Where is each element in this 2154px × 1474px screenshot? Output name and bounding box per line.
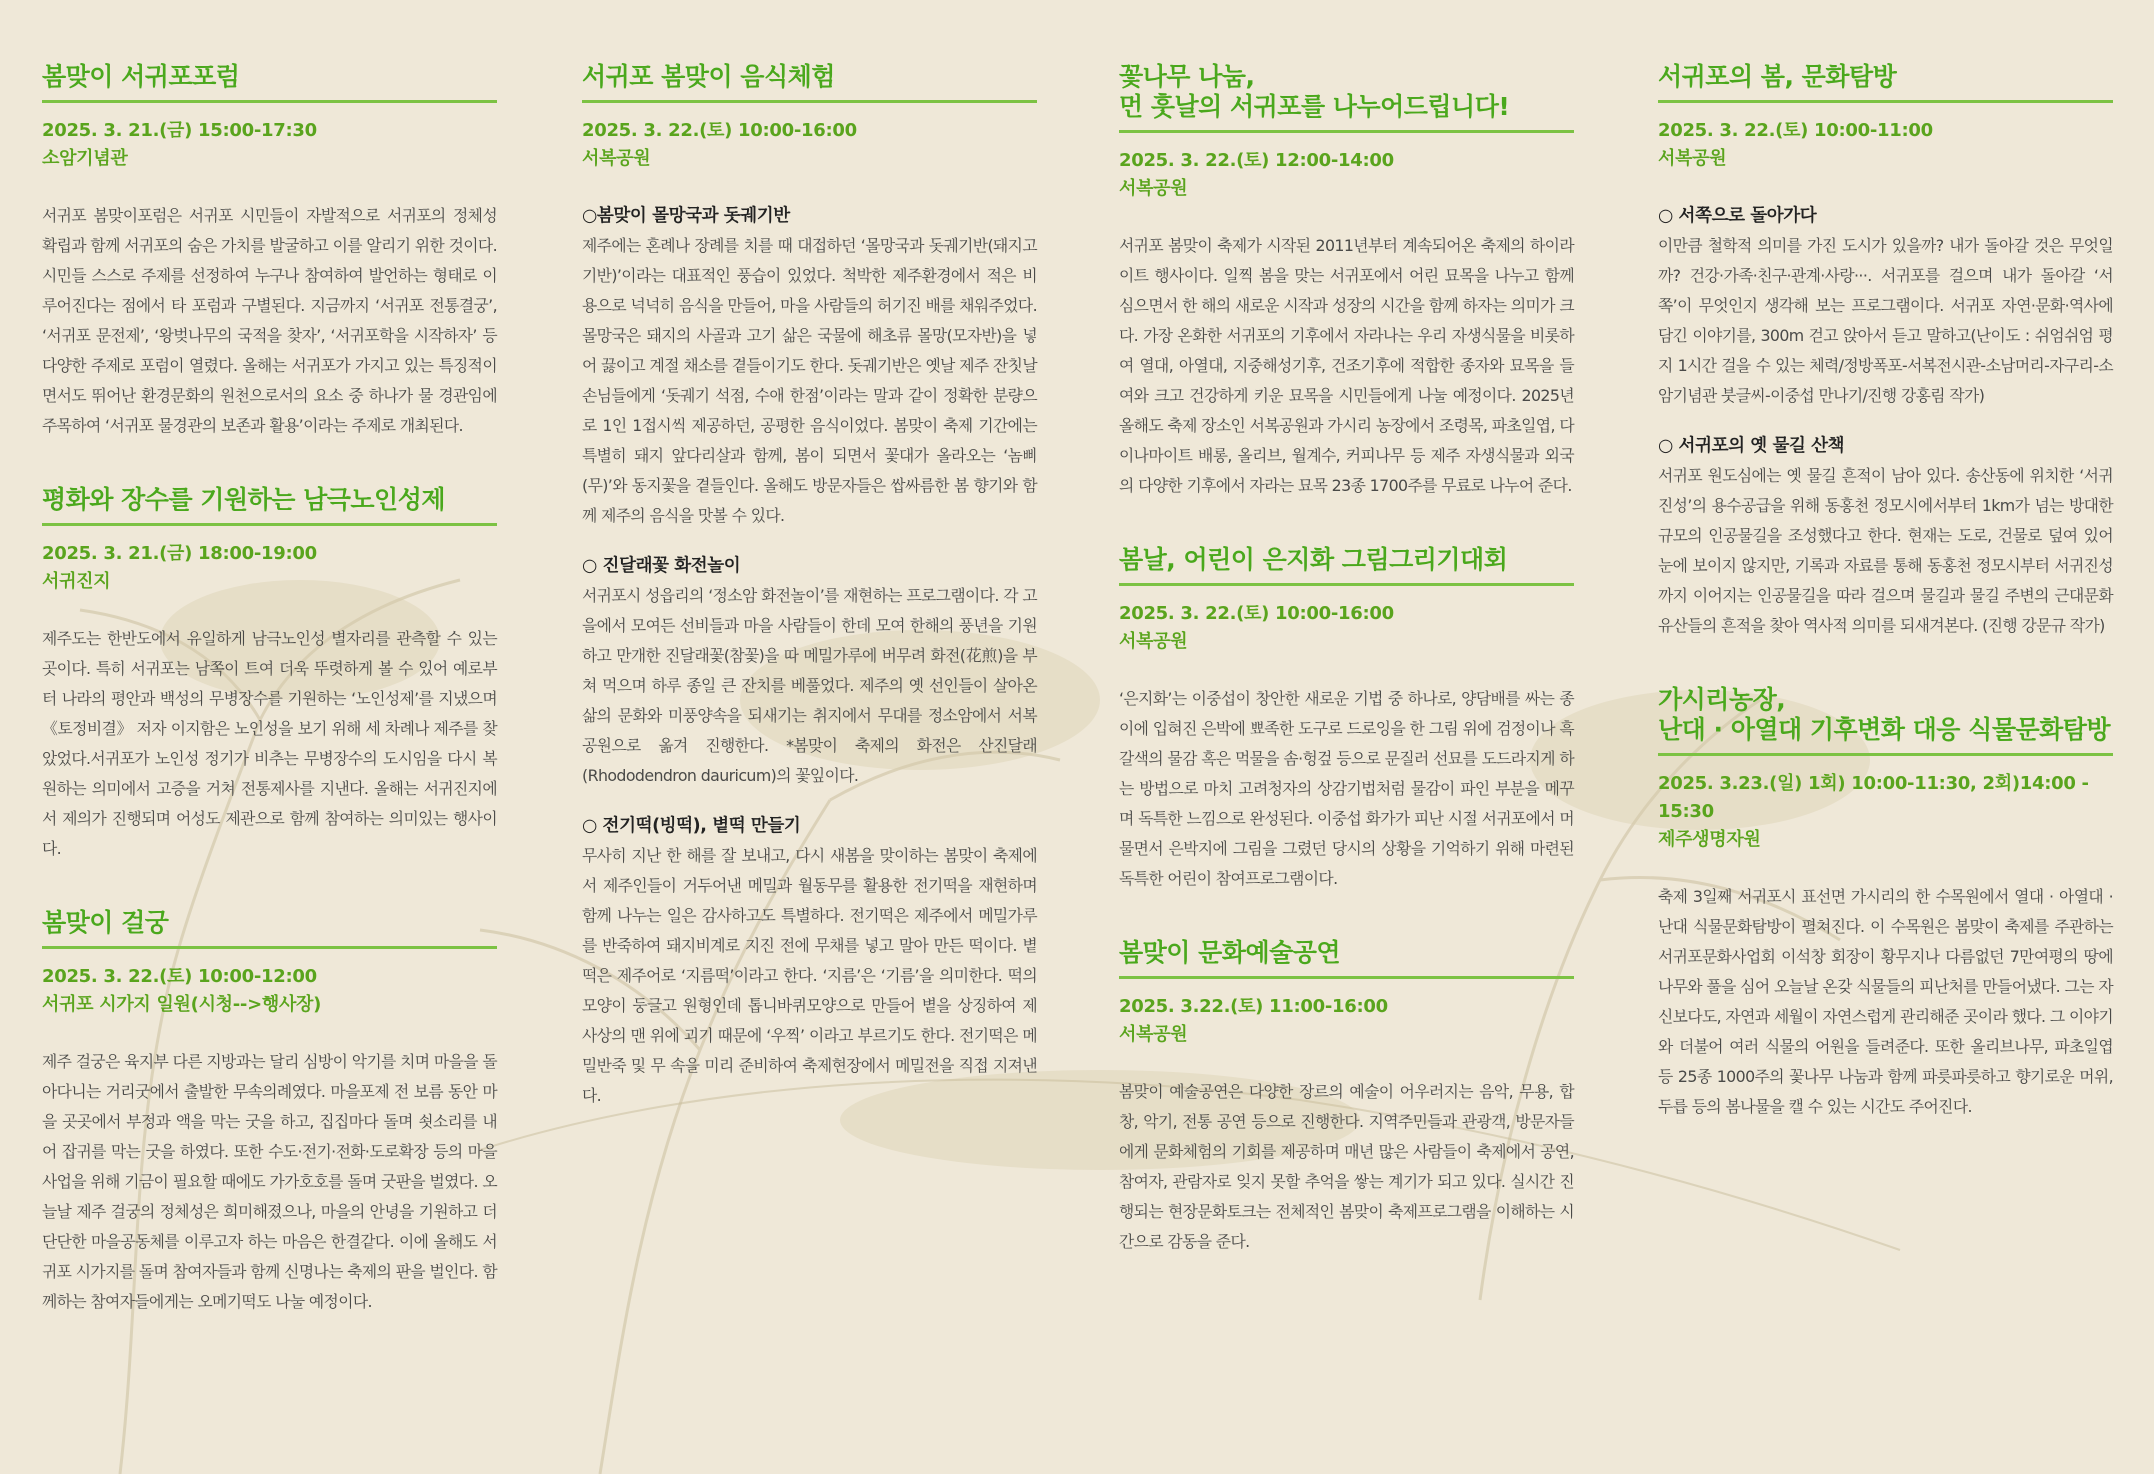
section-title: 서귀포 봄맞이 음식체험: [582, 62, 1037, 103]
section-geolgung: [42, 908, 497, 1317]
section-title: [1658, 685, 2113, 756]
subsection-body: 이만큼 철학적 의미를 가진 도시가 있을까? 내가 돌아갈 것은 무엇일까? 건강·가족·친구·관계·사랑···. 서귀포를 걸으며 내가 돌아갈 ‘서쪽’이 무엇인지 생각해 보는 프로그램이다. 서귀포 자연·문화·역사에 담긴 이야기를, 300m 걷고 앉아서 듣고 말하고(난이도 : 쉬엄쉬엄 평지 1시간 걸을 수 있는 체력/정방폭포-서복전시관-소남머리-자구리-소암기념관 붓글씨-이중섭 만나기/진행 강홍림 작가): [1658, 236, 2113, 405]
event-date: 2025. 3. 22.(토) 10:00-11:00: [1658, 120, 1933, 141]
subsection-title: ○ 진달래꽃 화전놀이: [582, 556, 741, 576]
section-title-line-2: 먼 훗날의 서귀포를 나누어드립니다!: [1119, 92, 1510, 121]
subsection-body: 서귀포 원도심에는 옛 물길 흔적이 남아 있다. 송산동에 위치한 ‘서귀진성’의 용수공급을 위해 동홍천 정모시에서부터 1km가 넘는 방대한 규모의 인공물길을 조성했다고 한다. 현재는 도로, 건물로 덮여 있어 눈에 보이지 않지만, 기록과 자료를 통해 동홍천 정모시부터 서귀진성까지 이어지는 인공물길을 따라 걸으며 물길과 물길 주변의 근대문화유산들의 흔적을 찾아 역사적 의미를 되새겨본다. (진행 강문규 작가): [1658, 466, 2113, 635]
section-performance: [1119, 938, 1574, 1257]
subsection-title: ○ 전기떡(빙떡), 볕떡 만들기: [582, 816, 801, 836]
subsection-title: ○봄맞이 몰망국과 돗궤기반: [582, 206, 790, 226]
section-food-experience: [582, 62, 1037, 1111]
event-place: 제주생명자원: [1658, 829, 1761, 850]
event-place: 서복공원: [1658, 148, 1727, 169]
subsection-title: ○ 서귀포의 옛 물길 산책: [1658, 436, 1845, 456]
section-culture-tour: [1658, 62, 2113, 641]
subsection-title: ○ 서쪽으로 돌아가다: [1658, 206, 1817, 226]
section-spring-forum: [42, 62, 497, 441]
column-4: [1658, 62, 2113, 1166]
subsection-body: 서귀포시 성읍리의 ‘정소암 화전놀이’를 재현하는 프로그램이다. 각 고을에서 모여든 선비들과 마을 사람들이 한데 모여 한해의 풍년을 기원하고 만개한 진달래꽃(참꽃)을 따 메밀가루에 버무려 화전(花煎)을 부쳐 먹으며 하루 종일 큰 잔치를 베풀었다. 제주의 옛 선인들이 살아온 삶의 문화와 미풍양속을 되새기는 취지에서 무대를 정소암에서 서복공원으로 옮겨 진행한다. *봄맞이 축제의 화전은 산진달래(Rhododendron dauricum)의 꽃잎이다.: [582, 586, 1037, 785]
section-title: 서귀포의 봄, 문화탐방: [1658, 62, 2113, 103]
section-title-line-2: 난대 · 아열대 기후변화 대응 식물문화탐방: [1658, 715, 2111, 744]
event-place: 서복공원: [1119, 631, 1188, 652]
section-gasiri-farm: [1658, 685, 2113, 1122]
event-date: 2025. 3. 22.(토) 10:00-16:00: [1119, 603, 1394, 624]
subsection-body: 무사히 지난 한 해를 잘 보내고, 다시 새봄을 맞이하는 봄맞이 축제에서 제주인들이 거두어낸 메밀과 월동무를 활용한 전기떡을 재현하며 함께 나누는 일은 감사하고도 특별하다. 전기떡은 제주에서 메밀가루를 반죽하여 돼지비계로 지진 전에 무채를 넣고 말아 만든 떡이다. 볕떡은 제주어로 ‘지름떡’이라고 한다. ‘지름’은 ‘기름’을 의미한다. 떡의 모양이 둥글고 원형인데 톱니바퀴모양으로 만들어 볕을 상징하여 제사상의 맨 위에 괴기 때문에 ‘우찍’ 이라고 부르기도 한다. 전기떡은 메밀반죽 및 무 속을 미리 준비하여 축제현장에서 메밀전을 직접 지져낸다.: [582, 846, 1037, 1105]
section-body: ‘은지화’는 이중섭이 창안한 새로운 기법 중 하나로, 양담배를 싸는 종이에 입혀진 은박에 뾰족한 도구로 드로잉을 한 그림 위에 검정이나 흑갈색의 물감 혹은 먹물을 솜·헝겊 등으로 문질러 선묘를 도드라지게 하는 방법으로 마치 고려청자의 상감기법처럼 물감이 파인 부분을 메꾸며 독특한 느낌으로 완성된다. 이중섭 화가가 피난 시절 서귀포에서 머물면서 은박지에 그림을 그렸던 당시의 상황을 기억하기 위해 마련된 독특한 어린이 참여프로그램이다.: [1119, 689, 1574, 888]
section-title: 봄맞이 서귀포포럼: [42, 62, 497, 103]
event-place: 서귀포 시가지 일원(시청-->행사장): [42, 994, 322, 1015]
section-body: 제주 걸궁은 육지부 다른 지방과는 달리 심방이 악기를 치며 마을을 돌아다니는 거리굿에서 출발한 무속의례였다. 마을포제 전 보름 동안 마을 곳곳에서 부정과 액을 막는 굿을 하고, 집집마다 돌며 쇳소리를 내어 잡귀를 막는 굿을 하였다. 또한 수도·전기·전화·도로확장 등의 마을사업을 위해 기금이 필요할 때에도 가가호호를 돌며 굿판을 벌였다. 오늘날 제주 걸궁의 정체성은 희미해졌으나, 마을의 안녕을 기원하고 더 단단한 마을공동체를 이루고자 하는 마음은 한결같다. 이에 올해도 서귀포 시가지를 돌며 참여자들과 함께 신명나는 축제의 판을 벌인다. 함께하는 참여자들에게는 오메기떡도 나눌 예정이다.: [42, 1052, 497, 1311]
section-body: 축제 3일째 서귀포시 표선면 가시리의 한 수목원에서 열대 · 아열대 · 난대 식물문화탐방이 펼쳐진다. 이 수목원은 봄맞이 축제를 주관하는 서귀포문화사업회 이석창 회장이 황무지나 다름없던 7만여평의 땅에 나무와 풀을 심어 오늘날 온갖 식물들의 피난처를 만들어냈다. 그는 자신보다도, 자연과 세월이 자연스럽게 관리해준 곳이라 했다. 그 이야기와 더불어 여러 식물의 어원을 들려준다. 또한 올리브나무, 파초일엽 등 25종 1000주의 꽃나무 나눔과 함께 파릇파릇하고 향기로운 머위, 두릅 등의 봄나물을 캘 수 있는 시간도 주어진다.: [1658, 887, 2113, 1116]
event-date: 2025. 3.23.(일) 1회) 10:00-11:30, 2회)14:00 - 15:30: [1658, 773, 2089, 822]
section-body: 제주도는 한반도에서 유일하게 남극노인성 별자리를 관측할 수 있는 곳이다. 특히 서귀포는 남쪽이 트여 더욱 뚜렷하게 볼 수 있어 예로부터 나라의 평안과 백성의 무병장수를 기원하는 ‘노인성제’를 지냈으며 《토정비결》 저자 이지함은 노인성을 보기 위해 세 차례나 제주를 찾았었다.서귀포가 노인성 정기가 비추는 무병장수의 도시임을 다시 복원하는 의미에서 고증을 거쳐 전통제사를 지낸다. 올해는 서귀진지에서 제의가 진행되며 어성도 제관으로 함께 참여하는 의미있는 행사이다.: [42, 629, 497, 858]
section-tree-sharing: [1119, 62, 1574, 501]
event-place: 서귀진지: [42, 571, 111, 592]
event-place: 서복공원: [1119, 178, 1188, 199]
section-canopus-ritual: [42, 485, 497, 864]
section-title-line-1: 가시리농장,: [1658, 685, 1786, 714]
event-date: 2025. 3. 22.(토) 10:00-12:00: [42, 966, 317, 987]
event-date: 2025. 3. 21.(금) 18:00-19:00: [42, 543, 317, 564]
event-date: 2025. 3.22.(토) 11:00-16:00: [1119, 996, 1388, 1017]
event-date: 2025. 3. 22.(토) 10:00-16:00: [582, 120, 857, 141]
event-date: 2025. 3. 21.(금) 15:00-17:30: [42, 120, 317, 141]
event-date: 2025. 3. 22.(토) 12:00-14:00: [1119, 150, 1394, 171]
column-3: [1119, 62, 1574, 1301]
column-2: [582, 62, 1037, 1155]
section-title: 봄맞이 걸궁: [42, 908, 497, 949]
section-title-line-1: 꽃나무 나눔,: [1119, 62, 1255, 91]
section-body: 봄맞이 예술공연은 다양한 장르의 예술이 어우러지는 음악, 무용, 합창, 악기, 전통 공연 등으로 진행한다. 지역주민들과 관광객, 방문자들에게 문화체험의 기회를 제공하며 매년 많은 사람들이 축제에서 공연, 참여자, 관람자로 잊지 못할 추억을 쌓는 계기가 되고 있다. 실시간 진행되는 현장문화토크는 전체적인 봄맞이 축제프로그램을 이해하는 시간으로 감동을 준다.: [1119, 1082, 1574, 1251]
section-title: 평화와 장수를 기원하는 남극노인성제: [42, 485, 497, 526]
section-title: 봄날, 어린이 은지화 그림그리기대회: [1119, 545, 1574, 586]
section-title: 봄맞이 문화예술공연: [1119, 938, 1574, 979]
column-1: [42, 62, 497, 1361]
event-place: 서복공원: [582, 148, 651, 169]
event-place: 소암기념관: [42, 148, 128, 169]
subsection-body: 제주에는 혼례나 장례를 치를 때 대접하던 ‘몰망국과 돗궤기반(돼지고기반)’이라는 대표적인 풍습이 있었다. 척박한 제주환경에서 적은 비용으로 넉넉히 음식을 만들어, 마을 사람들의 허기진 배를 채워주었다. 몰망국은 돼지의 사골과 고기 삶은 국물에 해초류 몰망(모자반)을 넣어 끓이고 계절 채소를 곁들이기도 한다. 돗궤기반은 옛날 제주 잔칫날 손님들에게 ‘돗궤기 석점, 수애 한점’이라는 말과 같이 정확한 분량으로 1인 1접시씩 제공하던, 공평한 음식이었다. 봄맞이 축제 기간에는 특별히 돼지 앞다리살과 함께, 봄이 되면서 꽃대가 올라오는 ‘놈삐(무)’와 동지꽃을 곁들인다. 올해도 방문자들은 쌉싸름한 봄 향기와 함께 제주의 음식을 맛볼 수 있다.: [582, 236, 1037, 525]
section-drawing-contest: [1119, 545, 1574, 894]
section-body: 서귀포 봄맞이 축제가 시작된 2011년부터 계속되어온 축제의 하이라이트 행사이다. 일찍 봄을 맞는 서귀포에서 어린 묘목을 나누고 함께 심으면서 한 해의 새로운 시작과 성장의 시간을 함께 하자는 의미가 크다. 가장 온화한 서귀포의 기후에서 자라나는 우리 자생식물을 비롯하여 열대, 아열대, 지중해성기후, 건조기후에 적합한 종자와 묘목을 들여와 크고 건강하게 키운 묘목을 시민들에게 나눌 예정이다. 2025년 올해도 축제 장소인 서복공원과 가시리 농장에서 조령목, 파초일엽, 다이나마이트 배롱, 올리브, 월계수, 커피나무 등 제주 자생식물과 외국의 다양한 기후에서 자라는 묘목 23종 1700주를 무료로 나누어 준다.: [1119, 236, 1574, 495]
event-place: 서복공원: [1119, 1024, 1188, 1045]
section-title: [1119, 62, 1574, 133]
section-body: 서귀포 봄맞이포럼은 서귀포 시민들이 자발적으로 서귀포의 정체성 확립과 함께 서귀포의 숨은 가치를 발굴하고 이를 알리기 위한 것이다. 시민들 스스로 주제를 선정하여 누구나 참여하여 발언하는 형태로 이루어진다는 점에서 타 포럼과 구별된다. 지금까지 ‘서귀포 전통결궁’, ‘서귀포 문전제’, ‘왕벚나무의 국적을 찾자’, ‘서귀포학을 시작하자’ 등 다양한 주제로 포럼이 열렸다. 올해는 서귀포가 가지고 있는 특징적이면서도 뛰어난 환경문화의 원천으로서의 요소 중 하나가 물 경관임에 주목하여 ‘서귀포 물경관의 보존과 활용’이라는 주제로 개최된다.: [42, 206, 497, 435]
